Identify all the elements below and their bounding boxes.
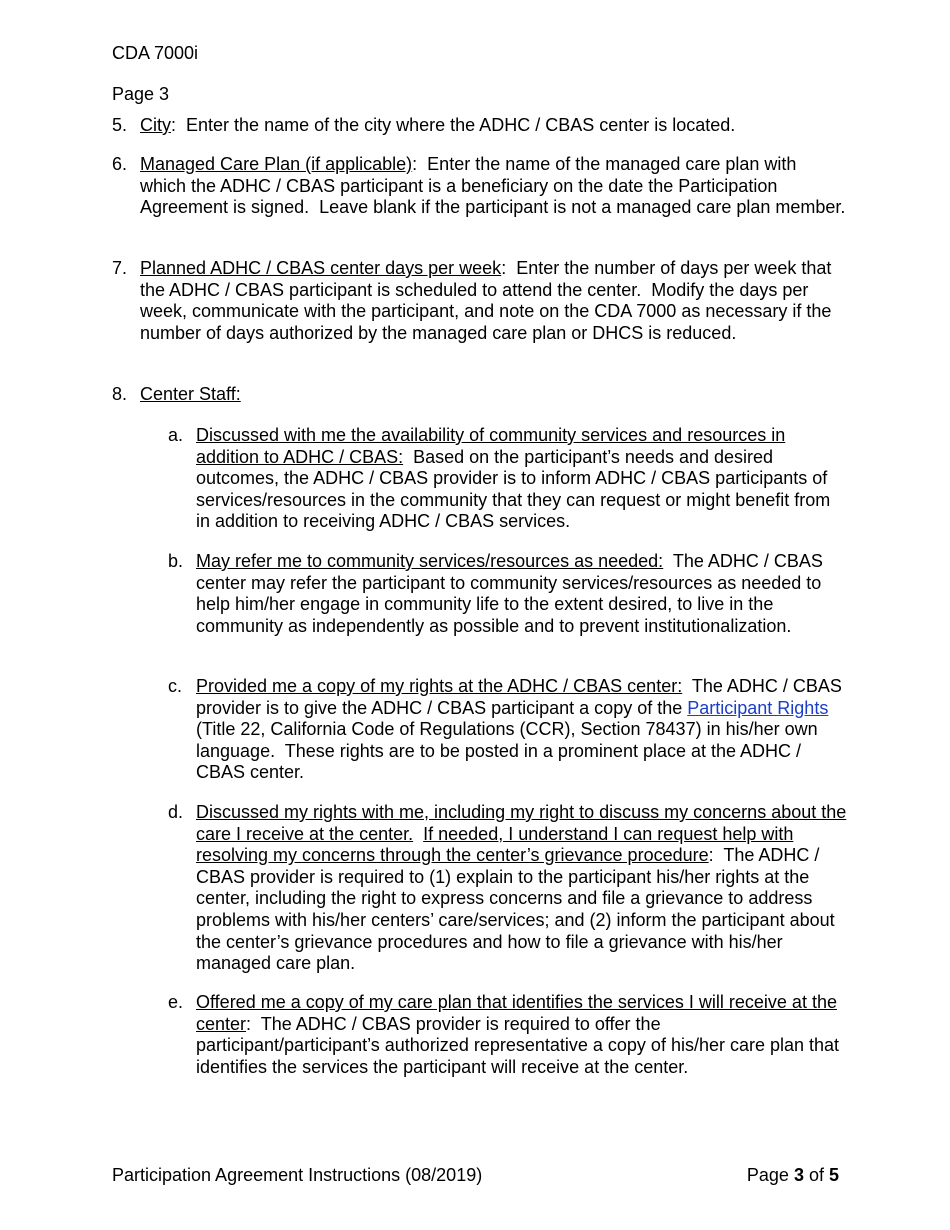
item-heading: City [140, 115, 171, 135]
item-number: 6. [112, 154, 128, 174]
sub-item-a [168, 425, 848, 533]
sub-item-letter: c. [168, 676, 183, 696]
participant-rights-link[interactable]: Participant Rights [687, 697, 829, 718]
sub-item-sep: : [246, 1013, 252, 1034]
footer-page-total: 5 [828, 1165, 839, 1185]
item-number: 8. [112, 384, 128, 404]
sub-item-heading: Discussed with me the availability of community services and resources in addition to ADHC / CBAS: [196, 425, 786, 467]
sub-item-letter: a. [168, 425, 184, 445]
footer-page-current: 3 [793, 1165, 804, 1185]
sub-item-c [168, 676, 848, 784]
sub-item-letter: d. [168, 802, 184, 822]
form-id: CDA 7000i [112, 43, 199, 63]
item-number: 5. [112, 115, 128, 135]
list-item-7 [112, 258, 847, 344]
item-sep: : [412, 154, 418, 174]
sub-item-text: The ADHC / CBAS center may refer the participant to community services/resources as needed to help him/her engage in community life to the extent desired, to live in the community as independently as possible and to prevent institutionalization. [196, 551, 828, 636]
item-heading: Center Staff: [140, 384, 241, 404]
sub-item-b [168, 551, 848, 637]
item-heading: Managed Care Plan (if applicable) [140, 154, 413, 174]
footer-page-word: Page [746, 1165, 794, 1185]
list-item-6 [112, 154, 847, 219]
sub-item-heading: Offered me a copy of my care plan that identifies the services I will receive at the center [196, 992, 837, 1034]
page-label: Page 3 [112, 84, 170, 104]
sub-item-d [168, 802, 848, 975]
sub-item-text: The ADHC / CBAS provider is to give the ADHC / CBAS participant a copy of the [196, 676, 847, 718]
item-text: Enter the name of the managed care plan with which the ADHC / CBAS participant is a beneficiary on the date the Participation Agreement is signed. Leave blank if the participant is not a managed care plan member. [140, 154, 846, 218]
sub-item-gap [413, 824, 423, 844]
sub-item-text: The ADHC / CBAS provider is required to offer the participant/participant’s authorized representative a copy of his/her care plan that identifies the services the participant will receive at the center. [196, 1013, 845, 1077]
item-text: Enter the name of the city where the ADHC / CBAS center is located. [176, 115, 736, 135]
item-heading: Planned ADHC / CBAS center days per week [140, 258, 502, 278]
sub-item-sep: : [708, 845, 714, 866]
footer-page-of: of [803, 1165, 829, 1185]
list-item-5 [112, 115, 847, 137]
item-text: Enter the number of days per week that the ADHC / CBAS participant is scheduled to attend the center. Modify the days per week, communicate with the participant, and note on the CDA 7000 as necessary if the number of days authorized by the managed care plan or DHCS is reduced. [140, 258, 837, 343]
sub-item-text-after: (Title 22, California Code of Regulations (CCR), Section 78437) in his/her own language. These rights are to be posted in a prominent place at the ADHC / CBAS center. [196, 697, 834, 783]
sub-item-heading-2: If needed, I understand I can request help with resolving my concerns through the center’s grievance procedure [196, 823, 794, 866]
sub-item-letter: e. [168, 992, 184, 1012]
list-item-8 [112, 384, 847, 406]
sub-item-heading: Discussed my rights with me, including my right to discuss my concerns about the care I receive at the center. [196, 802, 847, 844]
item-sep: : [501, 258, 507, 278]
item-sep: : [171, 115, 177, 135]
sub-item-e [168, 992, 848, 1078]
sub-item-heading: May refer me to community services/resources as needed: [196, 551, 664, 571]
item-number: 7. [112, 258, 128, 278]
sub-item-letter: b. [168, 551, 184, 571]
footer-title: Participation Agreement Instructions (08/2019) [112, 1165, 483, 1185]
sub-item-heading: Provided me a copy of my rights at the ADHC / CBAS center: [196, 676, 683, 696]
footer-page-number [747, 1165, 839, 1187]
sub-item-text: Based on the participant’s needs and desired outcomes, the ADHC / CBAS provider is to inform ADHC / CBAS participants of services/resources in the community that they can request or might benefit from in addition to receiving ADHC / CBAS services. [196, 446, 836, 532]
sub-item-text: The ADHC / CBAS provider is required to (1) explain to the participant his/her rights at the center, including the right to express concerns and file a grievance to address problems with his/her centers’ care/services; and (2) inform the participant about the center’s grievance procedures and how to file a grievance with his/her managed care plan. [196, 845, 840, 974]
